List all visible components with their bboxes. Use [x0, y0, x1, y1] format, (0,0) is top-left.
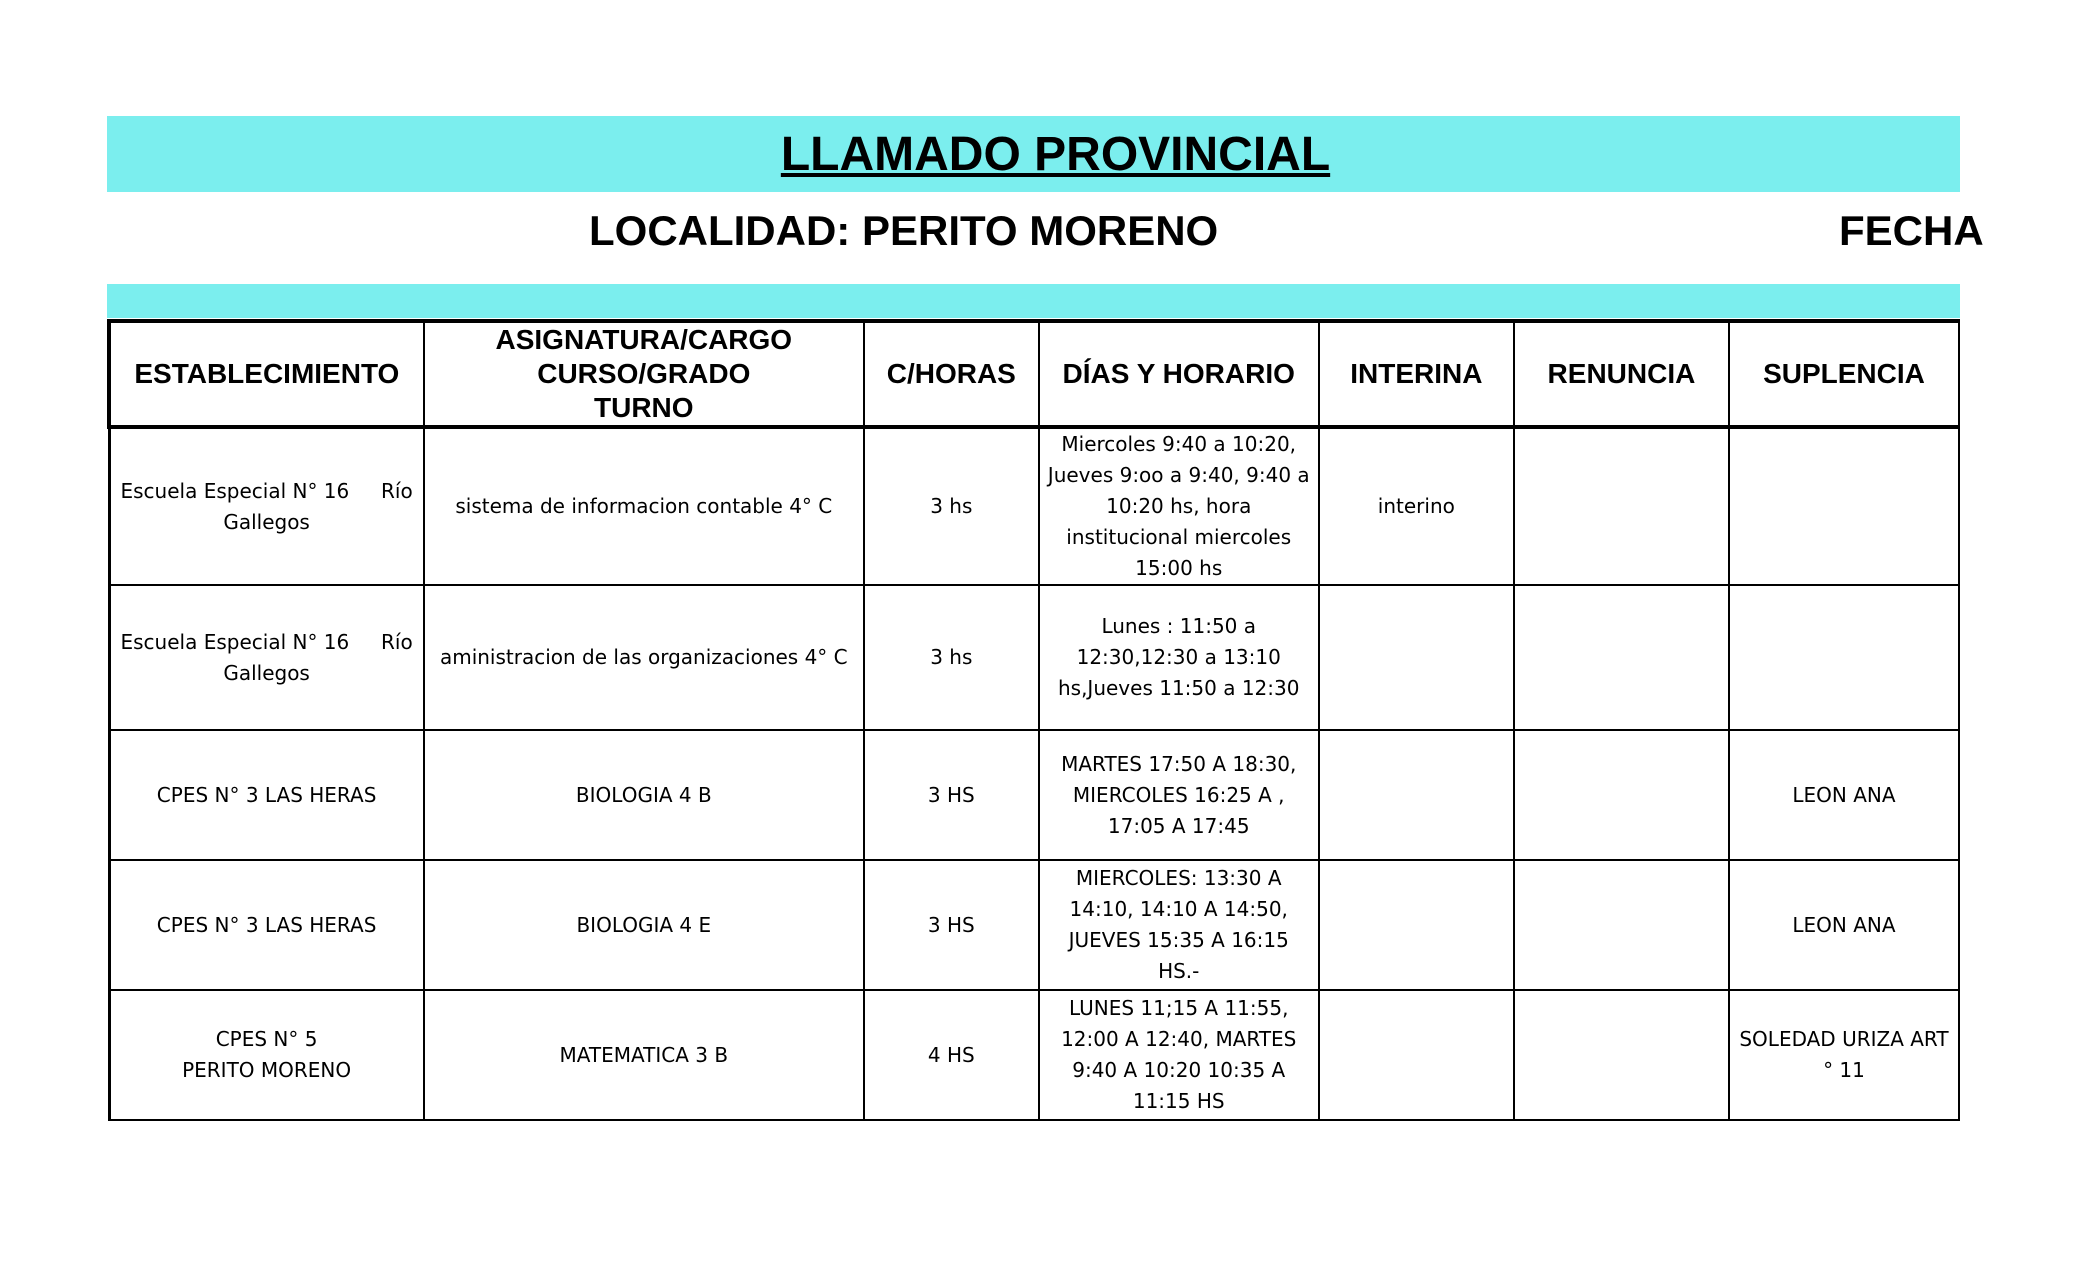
cell-asignatura: BIOLOGIA 4 E — [424, 860, 864, 990]
cell-renuncia — [1514, 860, 1729, 990]
cell-renuncia — [1514, 990, 1729, 1120]
cell-interina — [1319, 860, 1514, 990]
cell-horario: Miercoles 9:40 a 10:20, Jueves 9:oo a 9:40, 9:40 a 10:20 hs, hora institucional miercoles 15:00 hs — [1039, 427, 1319, 585]
col-header-renuncia: RENUNCIA — [1514, 321, 1729, 427]
table-row — [109, 427, 1959, 585]
cell-interina — [1319, 730, 1514, 860]
cell-horas: 4 HS — [864, 990, 1039, 1120]
table-row — [109, 990, 1959, 1120]
cell-suplencia — [1729, 427, 1959, 585]
cell-interina — [1319, 585, 1514, 730]
cell-suplencia: LEON ANA — [1729, 860, 1959, 990]
cell-establecimiento-city-b: Gallegos — [223, 509, 310, 534]
cell-suplencia: LEON ANA — [1729, 730, 1959, 860]
cell-establecimiento — [109, 427, 424, 585]
col-header-interina: INTERINA — [1319, 321, 1514, 427]
col-header-horas: C/HORAS — [864, 321, 1039, 427]
col-header-suplencia: SUPLENCIA — [1729, 321, 1959, 427]
cell-establecimiento-name: CPES N° 5 — [215, 1027, 318, 1051]
cell-establecimiento-city-b: Gallegos — [223, 660, 310, 685]
cell-suplencia: SOLEDAD URIZA ART ° 11 — [1729, 990, 1959, 1120]
cell-horas: 3 HS — [864, 730, 1039, 860]
fecha-heading-clip — [1839, 207, 1984, 267]
cell-establecimiento-name: Escuela Especial N° 16 — [120, 478, 350, 503]
cell-establecimiento-city-a: Río — [381, 478, 413, 503]
cell-interina: interino — [1319, 427, 1514, 585]
cell-establecimiento-name: Escuela Especial N° 16 — [120, 629, 350, 654]
cell-asignatura: aministracion de las organizaciones 4° C — [424, 585, 864, 730]
cell-horas: 3 hs — [864, 585, 1039, 730]
cell-establecimiento-city: PERITO MORENO — [182, 1058, 352, 1082]
cell-establecimiento — [109, 990, 424, 1120]
localidad-heading: LOCALIDAD: PERITO MORENO — [589, 207, 1219, 254]
cell-horas: 3 HS — [864, 860, 1039, 990]
table-row — [109, 860, 1959, 990]
table-row — [109, 730, 1959, 860]
separator-band — [107, 284, 1960, 318]
page-title: LLAMADO PROVINCIAL — [780, 127, 1331, 181]
cell-interina — [1319, 990, 1514, 1120]
cell-horario: LUNES 11;15 A 11:55, 12:00 A 12:40, MARTES 9:40 A 10:20 10:35 A 11:15 HS — [1039, 990, 1319, 1120]
fecha-heading: FECHA — [1839, 207, 1984, 254]
cell-horas: 3 hs — [864, 427, 1039, 585]
vacancies-table-container — [105, 317, 1960, 1113]
cell-establecimiento — [109, 585, 424, 730]
table-header-row — [109, 321, 1959, 427]
cell-establecimiento: CPES N° 3 LAS HERAS — [109, 860, 424, 990]
cell-renuncia — [1514, 730, 1729, 860]
cell-establecimiento: CPES N° 3 LAS HERAS — [109, 730, 424, 860]
col-header-establecimiento: ESTABLECIMIENTO — [109, 321, 424, 427]
cell-renuncia — [1514, 427, 1729, 585]
cell-renuncia — [1514, 585, 1729, 730]
col-header-asignatura: ASIGNATURA/CARGO CURSO/GRADO TURNO — [424, 321, 864, 427]
cell-horario: Lunes : 11:50 a 12:30,12:30 a 13:10 hs,Jueves 11:50 a 12:30 — [1039, 585, 1319, 730]
cell-asignatura: MATEMATICA 3 B — [424, 990, 864, 1120]
cell-suplencia — [1729, 585, 1959, 730]
cell-establecimiento-city-a: Río — [381, 629, 413, 654]
cell-asignatura: BIOLOGIA 4 B — [424, 730, 864, 860]
cell-asignatura: sistema de informacion contable 4° C — [424, 427, 864, 585]
cell-horario: MIERCOLES: 13:30 A 14:10, 14:10 A 14:50, JUEVES 15:35 A 16:15 HS.- — [1039, 860, 1319, 990]
vacancies-table — [107, 319, 1960, 1121]
col-header-horario: DÍAS Y HORARIO — [1039, 321, 1319, 427]
table-row — [109, 585, 1959, 730]
cell-horario: MARTES 17:50 A 18:30, MIERCOLES 16:25 A , 17:05 A 17:45 — [1039, 730, 1319, 860]
